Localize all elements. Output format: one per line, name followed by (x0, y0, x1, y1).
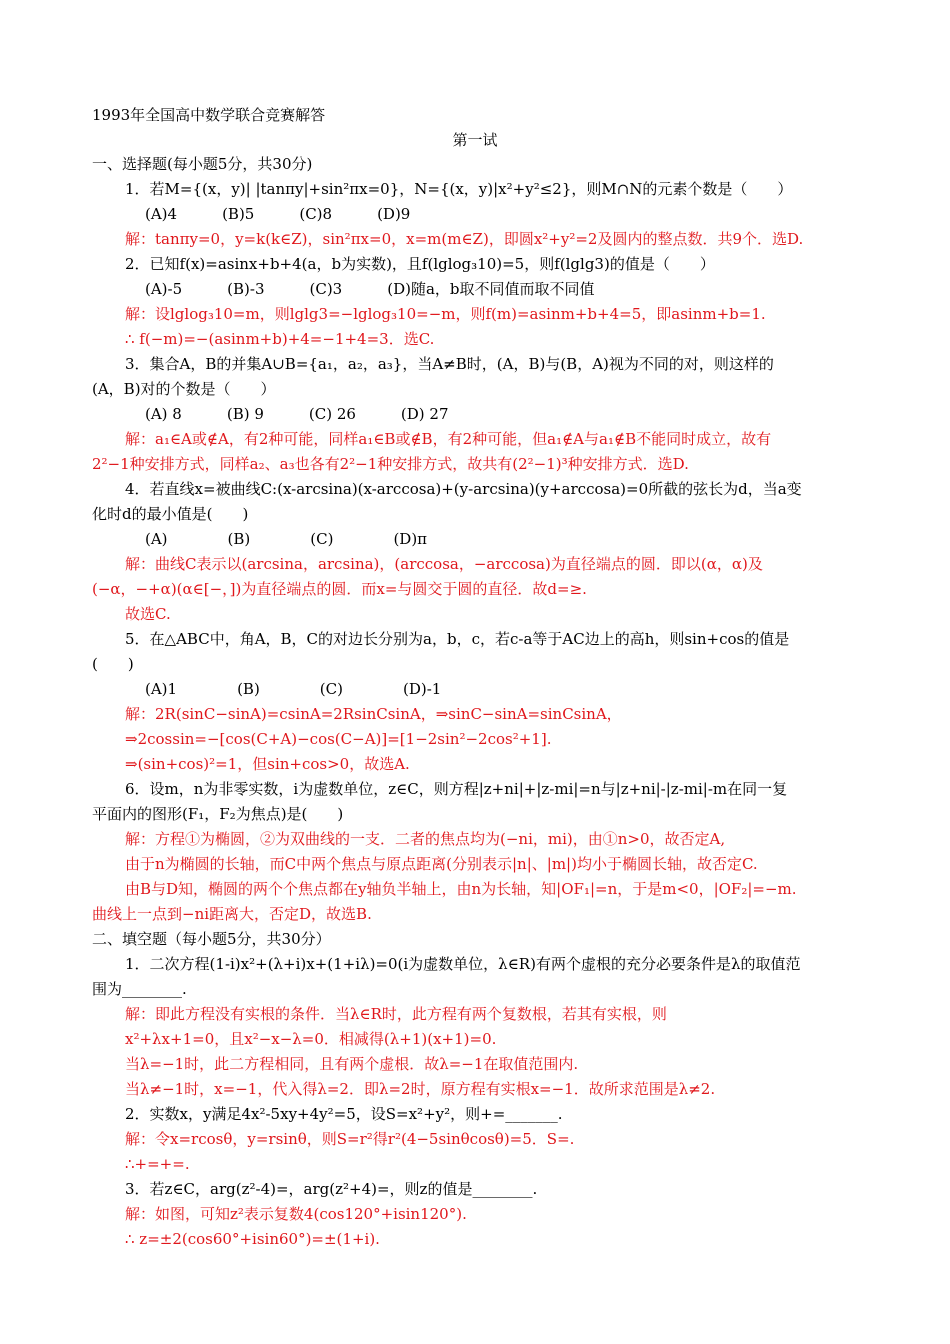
solution-line: 由于n为椭圆的长轴，而C中两个焦点与原点距离(分别表示|n|、|m|)均小于椭圆长轴，故否定C. (125, 855, 758, 873)
text-line: 2．已知f(x)=asinx+b+4(a，b为实数)，且f(lglog₃10)=5，则f(lglg3)的值是（ ） (125, 255, 715, 273)
solution-line: ∴ z=±2(cos60°+isin60°)=±(1+i). (125, 1230, 380, 1248)
solution-line: 解：2R(sinC−sinA)=csinA=2RsinCsinA，⇒sinC−sinA=sinCsinA， (125, 705, 622, 723)
solution-line: ∴+=+=. (125, 1155, 190, 1173)
text-line: (A)-5 (B)-3 (C)3 (D)随a，b取不同值而取不同值 (145, 280, 595, 298)
solution-line: 解：tanπy=0，y=k(k∈Z)，sin²πx=0，x=m(m∈Z)，即圆x²+y²=2及圆内的整点数．共9个．选D. (125, 230, 804, 248)
text-line: 6．设m，n为非零实数，i为虚数单位，z∈C，则方程|z+ni|+|z-mi|=n与|z+ni|-|z-mi|-m在同一复 (125, 780, 788, 798)
solution-line: 当λ=−1时，此二方程相同，且有两个虚根．故λ=−1在取值范围内. (125, 1055, 579, 1073)
text-line: 化时d的最小值是( ) (92, 505, 249, 523)
text-line: 一、选择题(每小题5分，共30分) (92, 155, 313, 173)
text-line: 4．若直线x=被曲线C:(x-arcsina)(x-arccosa)+(y-arcsina)(y+arccosa)=0所截的弦长为d，当a变 (125, 480, 802, 498)
solution-line: (−α，−+α)(α∈[−，])为直径端点的圆．而x=与圆交于圆的直径．故d=≥. (92, 580, 587, 598)
text-line: (A)1 (B) (C) (D)-1 (145, 680, 442, 698)
solution-line: 解：令x=rcosθ，y=rsinθ，则S=r²得r²(4−5sinθcosθ)=5．S=. (125, 1130, 575, 1148)
section-heading: 第一试 (452, 131, 498, 149)
text-line: (A)4 (B)5 (C)8 (D)9 (145, 205, 411, 223)
document-title: 1993年全国高中数学联合竞赛解答 (92, 106, 326, 124)
solution-line: ⇒(sin+cos)²=1，但sin+cos>0，故选A. (125, 755, 410, 773)
solution-line: 2²−1种安排方式，同样a₂、a₃也各有2²−1种安排方式，故共有(2²−1)³种安排方式．选D. (92, 455, 689, 473)
solution-line: 由B与D知，椭圆的两个个焦点都在y轴负半轴上，由n为长轴，知|OF₁|=n，于是m<0，|OF₂|=−m. (125, 880, 797, 898)
text-line: 2．实数x，y满足4x²-5xy+4y²=5，设S=x²+y²，则+=_______. (125, 1105, 563, 1123)
text-line: 5．在△ABC中，角A，B，C的对边长分别为a，b，c，若c-a等于AC边上的高h，则sin+cos的值是 (125, 630, 790, 648)
text-line: (A，B)对的个数是（ ） (92, 380, 276, 398)
solution-line: 解：a₁∈A或∉A，有2种可能，同样a₁∈B或∉B，有2种可能，但a₁∉A与a₁∉B不能同时成立，故有 (125, 430, 772, 448)
text-line: 1．若M={(x，y)| |tanπy|+sin²πx=0}，N={(x，y)|x²+y²≤2}，则M∩N的元素个数是（ ） (125, 180, 793, 198)
text-line: 3．若z∈C，arg(z²-4)=，arg(z²+4)=，则z的值是________. (125, 1180, 538, 1198)
text-line: (A) (B) (C) (D)π (145, 530, 428, 548)
solution-line: 当λ≠−1时，x=−1，代入得λ=2．即λ=2时，原方程有实根x=−1．故所求范围是λ≠2. (125, 1080, 716, 1098)
solution-line: 故选C. (125, 605, 171, 623)
text-line: 平面内的图形(F₁，F₂为焦点)是( ) (92, 805, 344, 823)
text-line: 3．集合A，B的并集A∪B={a₁，a₂，a₃}，当A≠B时，(A，B)与(B，A)视为不同的对，则这样的 (125, 355, 774, 373)
solution-line: 曲线上一点到−ni距离大，否定D，故选B. (92, 905, 372, 923)
solution-line: ⇒2cossin=−[cos(C+A)−cos(C−A)]=[1−2sin²−2cos²+1]. (125, 730, 552, 748)
text-line: 二、填空题（每小题5分，共30分） (92, 930, 331, 948)
solution-line: 解：方程①为椭圆，②为双曲线的一支．二者的焦点均为(−ni，mi)，由①n>0，故否定A, (125, 830, 726, 848)
solution-line: 解：即此方程没有实根的条件．当λ∈R时，此方程有两个复数根，若其有实根，则 (125, 1005, 667, 1023)
text-line: (A) 8 (B) 9 (C) 26 (D) 27 (145, 405, 449, 423)
solution-line: 解：如图，可知z²表示复数4(cos120°+isin120°). (125, 1205, 467, 1223)
text-line: 1．二次方程(1-i)x²+(λ+i)x+(1+iλ)=0(i为虚数单位，λ∈R)有两个虚根的充分必要条件是λ的取值范 (125, 955, 801, 973)
solution-line: x²+λx+1=0，且x²−x−λ=0．相减得(λ+1)(x+1)=0. (125, 1030, 497, 1048)
text-line: ( ) (92, 655, 134, 673)
solution-line: 解：设lglog₃10=m，则lglg3=−lglog₃10=−m，则f(m)=asinm+b+4=5，即asinm+b=1. (125, 305, 766, 323)
solution-line: 解：曲线C表示以(arcsina，arcsina)，(arccosa，−arccosa)为直径端点的圆．即以(α，α)及 (125, 555, 763, 573)
solution-line: ∴ f(−m)=−(asinm+b)+4=−1+4=3．选C. (125, 330, 435, 348)
text-line: 围为________. (92, 980, 187, 998)
